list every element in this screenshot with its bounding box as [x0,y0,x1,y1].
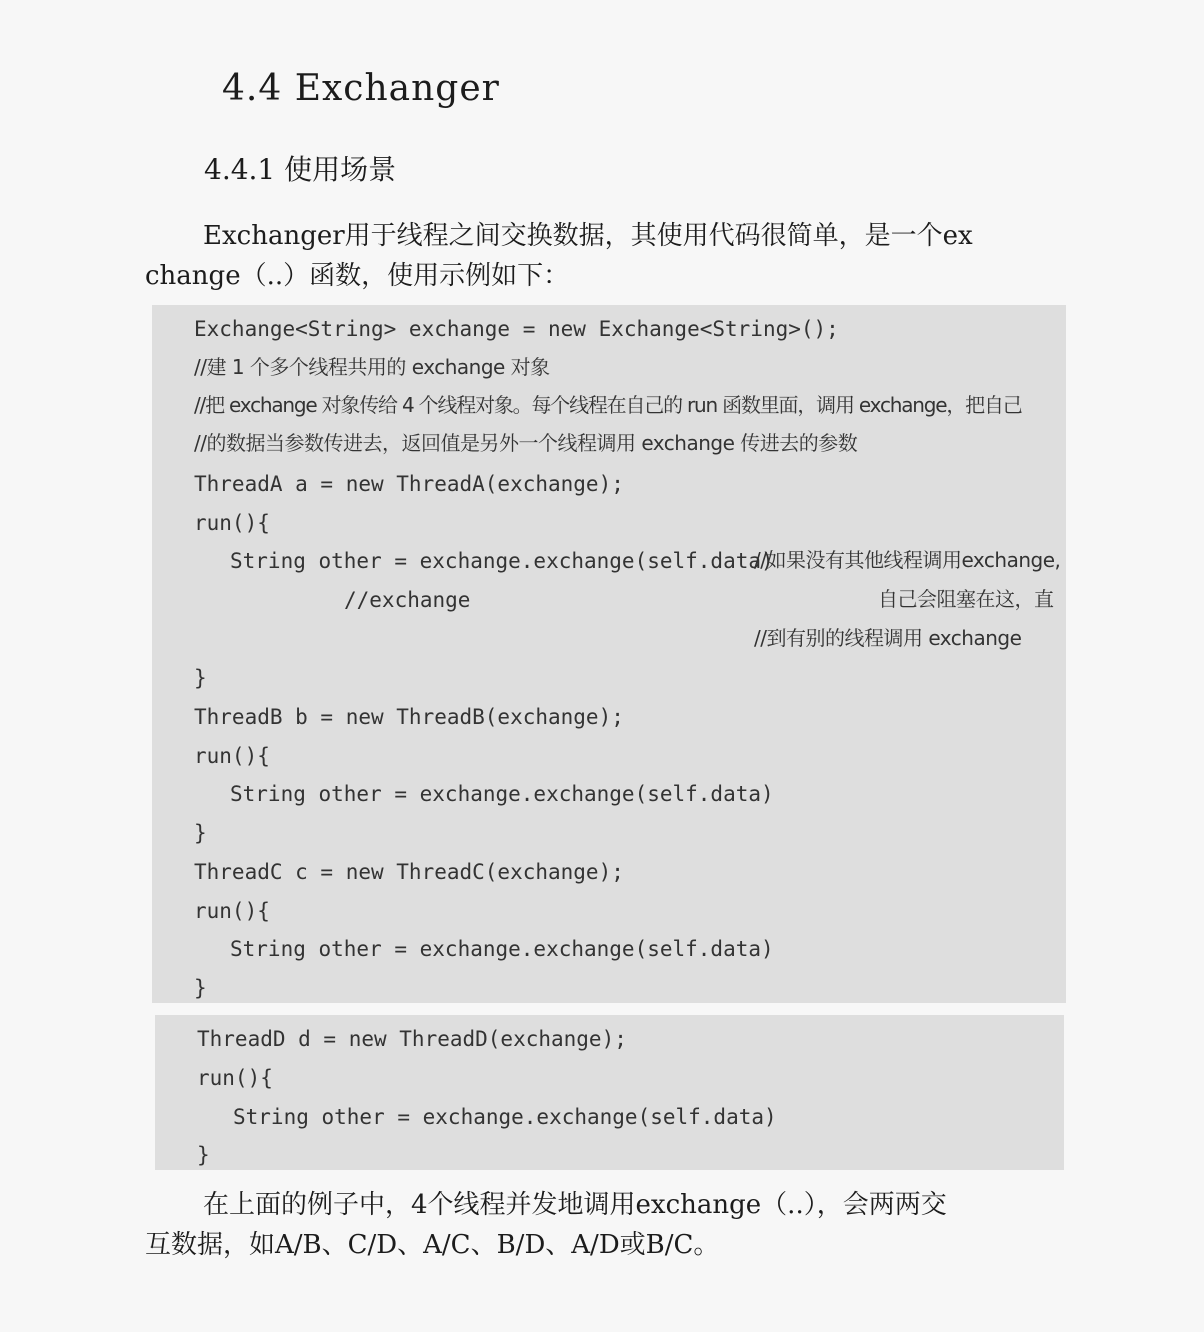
code-comment: //把 exchange 对象传给 4 个线程对象。每个线程在自己的 run 函数里面，调用 exchange，把自己 [194,393,1022,417]
code-line: } [194,666,207,690]
code-block-2 [155,1015,1064,1170]
code-block-1 [152,305,1066,1003]
code-line: Exchange<String> exchange = new Exchange<String>(); [194,317,839,341]
code-line: } [197,1143,210,1167]
code-comment: 自己会阻塞在这，直 [878,587,1054,611]
code-line: ThreadA a = new ThreadA(exchange); [194,472,624,496]
code-line: ThreadC c = new ThreadC(exchange); [194,860,624,884]
outro-paragraph [145,1185,1065,1265]
intro-line-1: Exchanger用于线程之间交换数据，其使用代码很简单，是一个ex [203,221,973,251]
code-line: } [194,821,207,845]
code-line: } [194,976,207,1000]
code-line: String other = exchange.exchange(self.data) [233,1105,777,1129]
code-comment: //建 1 个多个线程共用的 exchange 对象 [194,355,550,379]
intro-line-2: change（..）函数，使用示例如下： [145,261,570,291]
code-line: ThreadB b = new ThreadB(exchange); [194,705,624,729]
code-comment: //到有别的线程调用 exchange [754,626,1022,650]
intro-paragraph [145,216,1065,296]
code-line: ThreadD d = new ThreadD(exchange); [197,1027,627,1051]
outro-line-2: 互数据，如A/B、C/D、A/C、B/D、A/D或B/C。 [145,1230,720,1260]
code-line: run(){ [197,1066,273,1090]
code-comment: //exchange [344,588,471,612]
code-comment: //的数据当参数传进去，返回值是另外一个线程调用 exchange 传进去的参数 [194,431,858,455]
code-line: String other = exchange.exchange(self.data) [230,549,774,573]
subsection-title: 4.4.1 使用场景 [204,153,397,186]
code-line: run(){ [194,899,270,923]
section-title: 4.4 Exchanger [222,68,500,109]
code-line: run(){ [194,511,270,535]
code-line: String other = exchange.exchange(self.data) [230,937,774,961]
outro-line-1: 在上面的例子中，4个线程并发地调用exchange（..），会两两交 [203,1190,947,1220]
code-comment: //如果没有其他线程调用exchange, [754,548,1061,572]
code-line: String other = exchange.exchange(self.data) [230,782,774,806]
code-line: run(){ [194,744,270,768]
